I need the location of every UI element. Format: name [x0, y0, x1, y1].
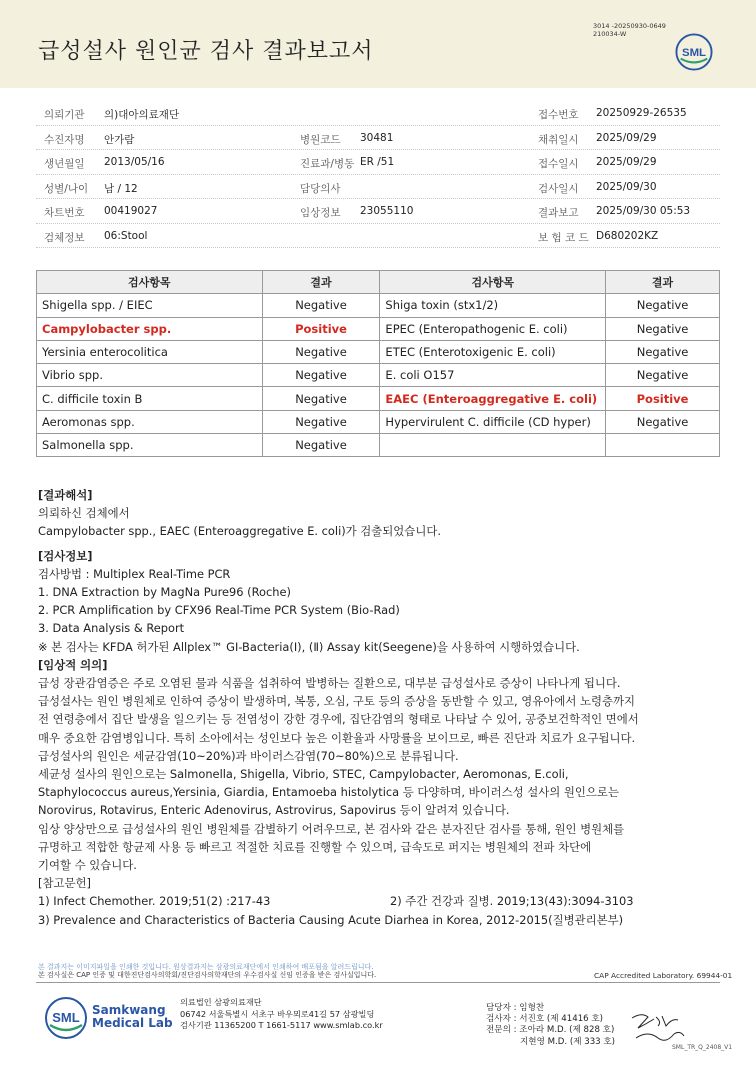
- hospital-code-value: 30481: [360, 131, 394, 144]
- test-item: [380, 434, 606, 457]
- clinical-line: 세균성 설사의 원인으로는 Salmonella, Shigella, Vibrio, STEC, Campylobacter, Aeromonas, E.coli,: [38, 767, 569, 782]
- receipt-date-label: 접수일시: [538, 158, 579, 170]
- test-item: Aeromonas spp.: [37, 410, 263, 433]
- chart-no-label: 차트번호: [44, 207, 85, 219]
- clinical-line: Staphylococcus aureus,Yersinia, Giardia, Entamoeba histolytica 등 다양하며, 바이러스성 설사의 원인으로는: [38, 785, 619, 800]
- info-row: [36, 101, 720, 126]
- insurance-code-label: 보 험 코 드: [538, 231, 589, 244]
- receipt-date-value: 2025/09/29: [596, 156, 657, 168]
- test-result: [606, 434, 720, 457]
- specimen-value: 06:Stool: [104, 229, 148, 242]
- method-line: 검사방법 : Multiplex Real-Time PCR: [38, 566, 231, 581]
- report-body: [38, 486, 728, 929]
- clinical-line: 기여할 수 있습니다.: [38, 858, 137, 873]
- clinical-line: 규명하고 적합한 항균제 사용 등 빠르고 적절한 치료를 진행할 수 있으며, 급속도로 퍼지는 병원체의 전파 차단에: [38, 839, 592, 854]
- collect-date-label: 채취일시: [538, 133, 579, 146]
- clinical-line: 급성설사는 원인 병원체로 인하여 증상이 발생하며, 복통, 오심, 구토 등의 증상을 동반할 수 있고, 영유아에서 노령층까지: [38, 694, 635, 709]
- chart-no-value: 00419027: [104, 205, 158, 217]
- collect-date-value: 2025/09/29: [596, 131, 657, 144]
- footer-brand: [92, 1004, 173, 1030]
- method-title: [검사정보]: [38, 548, 93, 563]
- sml-footer-logo-icon: [44, 996, 88, 1040]
- method-line: 1. DNA Extraction by MagNa Pure96 (Roche): [38, 585, 291, 600]
- header-test-item: 검사항목: [380, 271, 606, 294]
- requester-label: 의뢰기관: [44, 109, 85, 121]
- receipt-no-label: 접수번호: [538, 109, 579, 121]
- name-value: 안가람: [104, 133, 135, 146]
- test-item: Shiga toxin (stx1/2): [380, 294, 606, 317]
- clinical-info-label: 임상정보: [300, 207, 341, 219]
- header-test-item: 검사항목: [37, 271, 263, 294]
- interpretation-line: Campylobacter spp., EAEC (Enteroaggregative E. coli)가 검출되었습니다.: [38, 524, 441, 539]
- patient-info: [36, 101, 720, 248]
- receipt-no-value: 20250929-26535: [596, 107, 687, 119]
- sml-logo-icon: [675, 33, 713, 71]
- method-note: ※ 본 검사는 KFDA 허가된 Allplex™ GI-Bacteria(Ⅰ), (Ⅱ) Assay kit(Seegene)을 사용하여 시행하였습니다.: [38, 639, 580, 654]
- test-item: Vibrio spp.: [37, 364, 263, 387]
- page-title: 급성설사 원인균 검사 결과보고서: [38, 39, 374, 64]
- test-item: Yersinia enterocolitica: [37, 340, 263, 363]
- print-notice: 본 결과지는 이미지파일을 인쇄한 것입니다. 원상결과지는 삼광의료재단에서 인쇄하여 배포됨을 알려드립니다.: [38, 963, 374, 971]
- report-date-value: 2025/09/30 05:53: [596, 205, 691, 217]
- reference-1: 1) Infect Chemother. 2019;51(2) :217-43: [38, 894, 271, 909]
- test-date-value: 2025/09/30: [596, 180, 657, 193]
- test-result-positive: Positive: [606, 387, 720, 410]
- name-label: 수진자명: [44, 133, 85, 146]
- footer-logo-text: SML: [52, 1010, 80, 1025]
- clinical-line: 매우 중요한 감염병입니다. 특히 소아에서는 성인보다 높은 이환율과 사망률을 보이므로, 빠른 진단과 치료가 요구됩니다.: [38, 730, 636, 745]
- references-title: [참고문헌]: [38, 876, 91, 891]
- staff-line: 지현영 M.D. (제 333 호): [520, 1036, 616, 1047]
- form-code: SML_TR_Q_2408_V1: [672, 1044, 733, 1051]
- report-date-label: 결과보고: [538, 207, 579, 219]
- sex-age-value: 남 / 12: [104, 182, 138, 195]
- reference-2: 2) 주간 건강과 질병. 2019;13(43):3094-3103: [390, 894, 634, 909]
- interpretation-title: [결과해석]: [38, 488, 93, 502]
- test-result: Negative: [606, 410, 720, 433]
- dob-value: 2013/05/16: [104, 156, 165, 168]
- specimen-label: 검체정보: [44, 231, 85, 244]
- test-item: ETEC (Enterotoxigenic E. coli): [380, 340, 606, 363]
- footer-divider: [36, 982, 720, 983]
- test-item: Hypervirulent C. difficile (CD hyper): [380, 410, 606, 433]
- test-item: E. coli O157: [380, 364, 606, 387]
- clinical-info-value: 23055110: [360, 205, 414, 217]
- clinical-line: 급성설사의 원인은 세균감염(10~20%)과 바이러스감염(70~80%)으로 분류됩니다.: [38, 748, 459, 763]
- insurance-code-value: D680202KZ: [596, 229, 659, 242]
- test-result: Negative: [262, 410, 380, 433]
- test-result: Negative: [262, 340, 380, 363]
- info-row: [36, 175, 720, 200]
- table-row: [37, 317, 720, 340]
- test-item: Shigella spp. / EIEC: [37, 294, 263, 317]
- test-result: Negative: [606, 317, 720, 340]
- test-date-label: 검사일시: [538, 182, 579, 195]
- method-line: 3. Data Analysis & Report: [38, 621, 185, 636]
- header-result: 결과: [606, 271, 720, 294]
- test-result: Negative: [262, 387, 380, 410]
- signature-icon: [628, 1008, 688, 1046]
- table-row: [37, 294, 720, 317]
- table-row: [37, 410, 720, 433]
- staff-line: 전문의 : 조아라 M.D. (제 828 호): [486, 1025, 615, 1036]
- document-code-line2: 210034-W: [593, 30, 627, 38]
- org-name: 의료법인 삼광의료재단: [180, 997, 262, 1007]
- clinical-line: Norovirus, Rotavirus, Enteric Adenovirus, Astrovirus, Sapovirus 등이 알려져 있습니다.: [38, 803, 510, 818]
- method-line: 2. PCR Amplification by CFX96 Real-Time PCR System (Bio-Rad): [38, 603, 400, 618]
- test-result: Negative: [262, 434, 380, 457]
- info-row: [36, 224, 720, 249]
- org-address: 06742 서울특별시 서초구 바우뫼로41길 57 삼광빌딩: [180, 1008, 375, 1019]
- dob-label: 생년월일: [44, 158, 85, 170]
- requester-value: 의)대아의료재단: [104, 109, 180, 121]
- logo-text: SML: [681, 46, 707, 59]
- info-row: [36, 126, 720, 151]
- footer-address: [180, 997, 383, 1032]
- footer-staff: [486, 1003, 615, 1048]
- references-row: [38, 892, 728, 910]
- test-item-positive: Campylobacter spp.: [37, 317, 263, 340]
- doctor-label: 담당의사: [300, 182, 341, 195]
- hospital-code-label: 병원코드: [300, 133, 341, 146]
- staff-line: 담당자 : 임형찬: [486, 1003, 545, 1013]
- table-row: [37, 340, 720, 363]
- test-item: EPEC (Enteropathogenic E. coli): [380, 317, 606, 340]
- dept-label: 진료과/병동: [300, 158, 355, 170]
- test-result: Negative: [606, 364, 720, 387]
- results-header-row: [37, 271, 720, 294]
- test-result: Negative: [262, 364, 380, 387]
- table-row: [37, 387, 720, 410]
- clinical-meaning-title: [임상적 의의]: [38, 657, 108, 672]
- info-row: [36, 150, 720, 175]
- document-code: [593, 22, 666, 38]
- interpretation-line: 의뢰하신 검체에서: [38, 506, 130, 521]
- clinical-line: 급성 장관감염증은 주로 오염된 물과 식품을 섭취하여 발병하는 질환으로, 대부분 급성설사로 증상이 나타나게 됩니다.: [38, 676, 621, 691]
- clinical-line: 전 연령층에서 집단 발생을 일으키는 등 전염성이 강한 경우에, 집단감염의 형태로 나타날 수 있어, 공중보건학적인 면에서: [38, 712, 639, 727]
- table-row: [37, 364, 720, 387]
- reference-3: 3) Prevalence and Characteristics of Bacteria Causing Acute Diarhea in Korea, 2012-2015(질병관리본부): [38, 912, 624, 927]
- cap-accreditation: CAP Accredited Laboratory. 69944-01: [594, 971, 733, 980]
- test-item-positive: EAEC (Enteroaggregative E. coli): [380, 387, 606, 410]
- accreditation-notice: 본 검사실은 CAP 인증 및 대한진단검사의학회/진단검사의학재단의 우수검사실 신임 인증을 받은 검사실입니다.: [38, 971, 377, 979]
- org-contact: 검사기관 11365200 T 1661-5117 www.smlab.co.kr: [180, 1020, 383, 1030]
- dept-value: ER /51: [360, 156, 395, 168]
- clinical-line: 임상 양상만으로 급성설사의 원인 병원체를 감별하기 어려우므로, 본 검사와 같은 분자진단 검사를 통해, 원인 병원체를: [38, 821, 625, 836]
- table-row: [37, 434, 720, 457]
- document-code-line1: 3014 -20250930-0649: [593, 22, 666, 30]
- test-result: Negative: [606, 340, 720, 363]
- brand-line1: Samkwang: [92, 1003, 166, 1017]
- header-result: 결과: [262, 271, 380, 294]
- test-item: C. difficile toxin B: [37, 387, 263, 410]
- sex-age-label: 성별/나이: [44, 182, 89, 195]
- test-result: Negative: [606, 294, 720, 317]
- results-table: [36, 270, 720, 457]
- brand-line2: Medical Lab: [92, 1016, 173, 1030]
- test-item: Salmonella spp.: [37, 434, 263, 457]
- info-row: [36, 199, 720, 224]
- test-result: Negative: [262, 294, 380, 317]
- staff-line: 검사자 : 서진호 (제 41416 호): [486, 1014, 604, 1025]
- test-result-positive: Positive: [262, 317, 380, 340]
